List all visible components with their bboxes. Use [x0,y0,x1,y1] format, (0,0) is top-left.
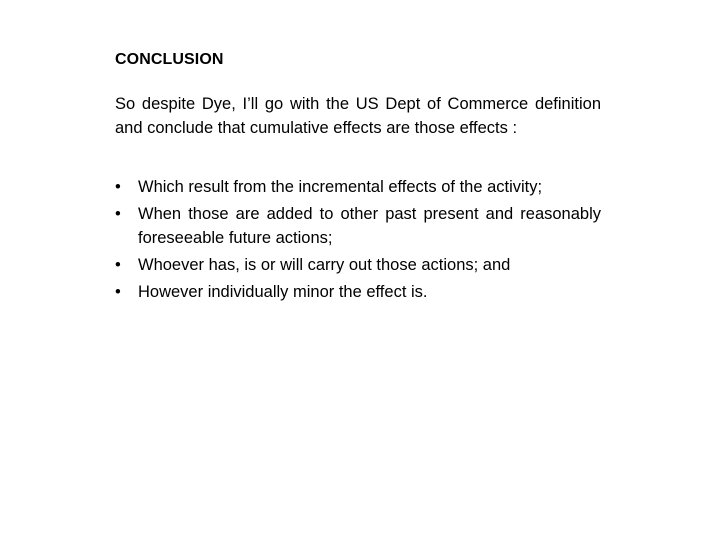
bullet-item [115,253,601,277]
bullet-text: However individually minor the effect is. [138,283,428,301]
bullet-item [115,175,601,199]
intro-paragraph: So despite Dye, I’ll go with the US Dept of Commerce definition and conclude that cumulative effects are those effects : [115,95,601,137]
slide-heading: CONCLUSION [115,51,224,68]
bullet-item [115,202,601,250]
bullet-text: When those are added to other past present and reasonably foreseeable future actions; [138,205,601,247]
bullet-text: Whoever has, is or will carry out those actions; and [138,256,511,274]
bullet-list [115,175,601,304]
slide-content [115,48,601,304]
bullet-icon: • [115,178,121,196]
bullet-text: Which result from the incremental effects of the activity; [138,178,543,196]
bullet-icon: • [115,205,121,223]
bullet-item [115,280,601,304]
bullet-icon: • [115,256,121,274]
bullet-icon: • [115,283,121,301]
